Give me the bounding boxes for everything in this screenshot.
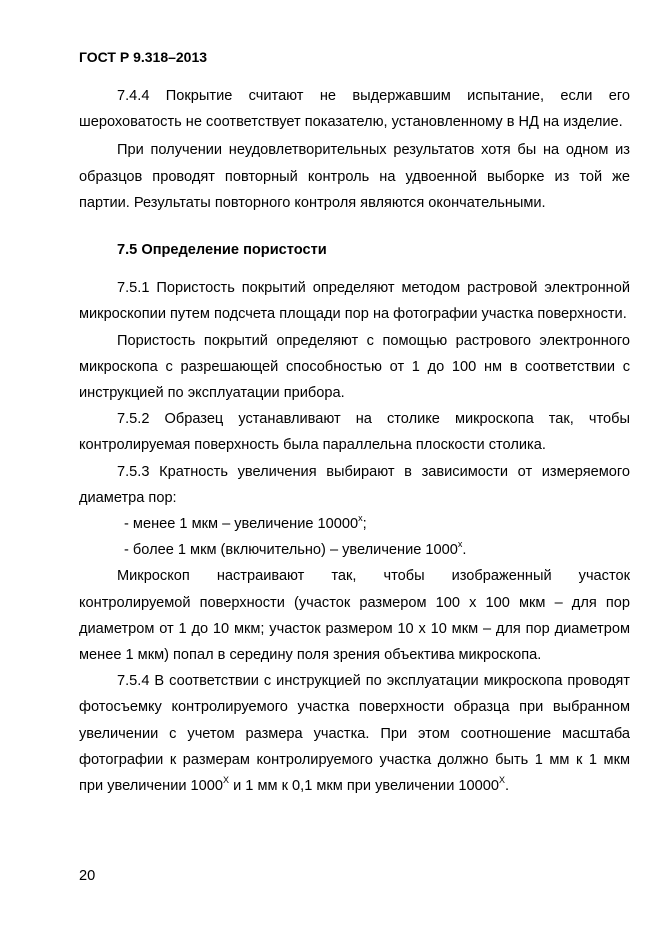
paragraph-7-5-4 (79, 668, 630, 799)
superscript-x: х (457, 539, 463, 550)
superscript-x: Х (223, 775, 230, 786)
paragraph-7-4-4: 7.4.4 Покрытие считают не выдержавшим испытание, если его шероховатость не соответствует показателю, установленному в НД на изделие. (79, 88, 630, 131)
list-item-text: - менее 1 мкм – увеличение 10000 (124, 516, 359, 533)
section-title-7-5: 7.5 Определение пористости (117, 242, 327, 259)
paragraph-text: 7.5.4 В соответствии с инструкцией по эксплуатации микроскопа проводят фотосъемку контролируемого участка поверхности образца при выбранном увеличении с учетом размера участка. При этом соотношение масштаба фотографии к размерам контролируемого участка должно быть 1 мм к 1 мкм при увеличении 1000 (79, 673, 630, 795)
paragraph-7-5-2: 7.5.2 Образец устанавливают на столике микроскопа так, чтобы контролируемая поверхность была параллельна плоскости столика. (79, 411, 630, 454)
page-number: 20 (79, 868, 96, 884)
list-item-over-1um (79, 537, 630, 563)
paragraph-text: и 1 мм к 0,1 мкм при увеличении 10000 (229, 778, 500, 795)
list-item-text: - более 1 мкм (включительно) – увеличение 1000 (124, 542, 458, 559)
paragraph-microscope-setup: Микроскоп настраивают так, чтобы изображенный участок контролируемой поверхности (участок размером 100 х 100 мкм – для пор диаметром от 1 до 10 мкм; участок размером 10 х 10 мкм – для пор диаметром менее 1 мкм) попал в середину поля зрения объектива микроскопа. (79, 568, 630, 664)
document-header: ГОСТ Р 9.318–2013 (79, 49, 208, 65)
list-item-end: . (462, 542, 467, 559)
paragraph-7-5-3: 7.5.3 Кратность увеличения выбирают в зависимости от измеряемого диаметра пор: (79, 463, 630, 506)
paragraph-repeat-control: При получении неудовлетворительных результатов хотя бы на одном из образцов проводят повторный контроль на удвоенной выборке из той же партии. Результаты повторного контроля являются окончательными. (79, 142, 630, 211)
document-body (79, 83, 630, 799)
list-item-under-1um (79, 511, 630, 537)
paragraph-porosity-microscope: Пористость покрытий определяют с помощью растрового электронного микроскопа с разрешающей способностью от 1 до 100 нм в соответствии с инструкцией по эксплуатации прибора. (79, 332, 630, 402)
list-item-end: ; (362, 516, 367, 533)
superscript-x: х (358, 513, 363, 524)
superscript-x: Х (499, 775, 506, 786)
paragraph-text: . (505, 778, 510, 795)
paragraph-7-5-1: 7.5.1 Пористость покрытий определяют методом растровой электронной микроскопии путем подсчета площади пор на фотографии участка поверхности. (79, 280, 630, 323)
